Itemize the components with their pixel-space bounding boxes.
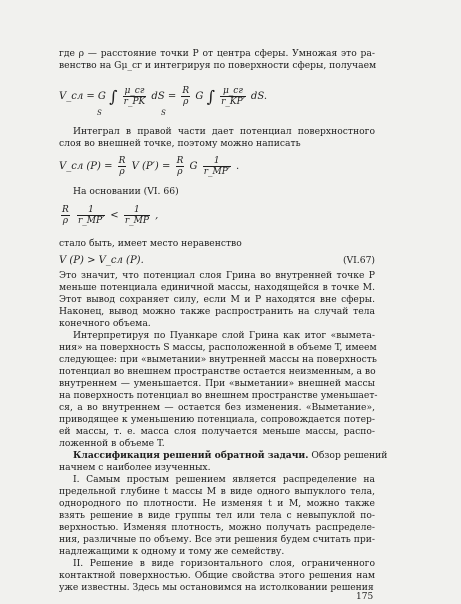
integral-sign: ∫ [109, 87, 118, 106]
text-line: следующее: при «выметании» внутренней массы на поверхность [59, 354, 377, 365]
text-line: контактной поверхностью. Общие свойства этого решения нам [59, 570, 375, 581]
text-line: Интеграл в правой части дает потенциал поверхностного [73, 126, 375, 137]
heading-bold: Классификация решений обратной задачи. [73, 450, 309, 461]
eq2-mid: V (P′) = [131, 161, 174, 172]
text-line: уже известны. Здесь мы остановимся на истолковании решения [59, 582, 374, 593]
fraction: $\frac{R}{\rho}$ [176, 156, 184, 177]
equation-number: (VI.67) [342, 255, 375, 266]
eq2-g: G [189, 161, 198, 172]
text-line: венство на Gμ_сг и интегрируя по поверхности сферы, получаем [59, 60, 377, 71]
text-line: ния, различные по объему. Все эти решения будем считать при- [59, 534, 375, 545]
text-line: стало быть, имеет место неравенство [59, 238, 242, 249]
text-line: I. Самым простым решением является распределение на [73, 474, 375, 485]
text-line: Интерпретируя по Пуанкаре слой Грина как итог «вымета- [73, 330, 375, 341]
equation-2 [59, 156, 359, 177]
text-line: ей массы, т. е. масса слоя получается меньше массы, распо- [59, 426, 375, 437]
section-heading [73, 450, 388, 462]
integral-subscript: S [161, 109, 166, 117]
fraction: $\frac{R}{\rho}$ [182, 86, 190, 107]
fraction: $\frac{R}{\rho}$ [118, 156, 126, 177]
equation-1 [59, 86, 359, 107]
text-line: меньше потенциала единичной массы, находящейся в точке M. [59, 282, 375, 293]
text-line: потенциал во внешнем пространстве остается неизменным, а во [59, 366, 376, 377]
page-number: 175 [356, 592, 374, 602]
text-line: Этот вывод сохраняет силу, если M и P находятся вне сферы. [59, 294, 375, 305]
eq3-lt: < [110, 210, 122, 221]
text-line: ложенной в объеме T. [59, 438, 165, 449]
fraction: $\frac{1}{r\_MP}$ [124, 205, 149, 226]
text-line: надлежащими к одному и тому же семейству. [59, 546, 285, 557]
eq1-mid: dS = [151, 91, 180, 102]
text-line: ния» на поверхность S массы, расположенной в объеме T, имеем [59, 342, 377, 353]
text-line: II. Решение в виде горизонтального слоя, ограниченного [73, 558, 375, 569]
eq1-end: dS. [250, 91, 267, 102]
text-line: на поверхность потенциал во внешнем пространстве уменьшает- [59, 390, 378, 401]
equation-3 [59, 205, 359, 226]
text-line: начнем с наиболее изученных. [59, 462, 211, 473]
eq1-lhs: V_сл = G [59, 91, 106, 102]
integral-subscript: S [97, 109, 102, 117]
text-line: предельной глубине t массы M в виде одного выпуклого тела, [59, 486, 375, 497]
text-line: На основании (VI. 66) [73, 186, 179, 197]
fraction: $\frac{\mu\_сг}{r\_PK}$ [123, 86, 146, 107]
heading-rest: Обзор решений [308, 450, 388, 461]
eq2-lhs: V_сл (P) = [59, 161, 116, 172]
text-line: приводящее к уменьшению потенциала, сопровождается потер- [59, 414, 375, 425]
eq3-end: , [155, 210, 159, 221]
eq2-end: . [236, 161, 240, 172]
text-line: слоя во внешней точке, поэтому можно написать [59, 138, 301, 149]
text-line: ся, а во внутреннем — остается без изменения. «Выметание», [59, 402, 375, 413]
fraction: $\frac{1}{r\_MP'}$ [203, 156, 230, 177]
fraction: $\frac{R}{\rho}$ [62, 205, 69, 226]
text-line: внутреннем — уменьшается. При «выметании» внешней массы [59, 378, 375, 389]
integral-sign: ∫ [206, 87, 215, 106]
text-line: Это значит, что потенциал слоя Грина во внутренней точке P [59, 270, 375, 281]
text-line: Наконец, вывод можно также распространить на случай тела [59, 306, 375, 317]
equation-4 [59, 255, 375, 266]
text-line: конечного объема. [59, 318, 151, 329]
text-line: взять решение в виде группы тел или тела с невыпуклой по- [59, 510, 375, 521]
text-line: однородного по плотности. Не изменяя t и M, можно также [59, 498, 375, 509]
text-line: где ρ — расстояние точки P от центра сферы. Умножая это ра- [59, 48, 375, 59]
text-line: верхностью. Изменяя плотность, можно получать распределе- [59, 522, 375, 533]
fraction: $\frac{\mu\_сг}{r\_KP'}$ [221, 86, 245, 107]
eq1-g: G [195, 91, 204, 102]
eq4-body: V (P) > V_сл (P). [59, 255, 144, 266]
fraction: $\frac{1}{r\_MP'}$ [77, 205, 105, 226]
